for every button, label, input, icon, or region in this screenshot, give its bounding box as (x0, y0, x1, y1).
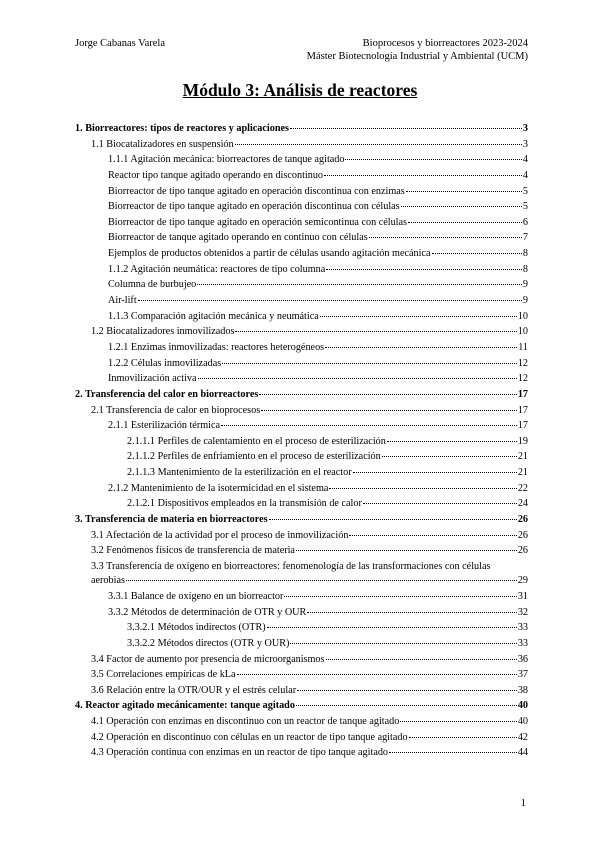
toc-entry[interactable] (75, 683, 528, 699)
toc-entry[interactable] (75, 496, 528, 512)
toc-entry-page: 36 (517, 653, 528, 665)
toc-entry-label: Biorreactor de tipo tanque agitado en operación discontinua con células (108, 201, 400, 213)
toc-entry-page: 44 (517, 747, 528, 759)
toc-leader-dots (345, 159, 521, 160)
toc-leader-dots (363, 503, 517, 504)
toc-entry[interactable] (75, 434, 528, 450)
toc-entry-page: 40 (517, 716, 528, 728)
toc-leader-dots (349, 535, 516, 536)
toc-leader-dots (235, 331, 516, 332)
toc-entry-page: 3 (522, 138, 528, 150)
toc-entry[interactable] (75, 215, 528, 231)
toc-entry[interactable] (75, 199, 528, 215)
toc-entry[interactable] (75, 403, 528, 419)
toc-entry-page: 8 (522, 263, 528, 275)
toc-entry-page: 4 (522, 169, 528, 181)
header-author: Jorge Cabanas Varela (75, 38, 165, 49)
toc-leader-dots (406, 191, 522, 192)
toc-leader-dots (126, 580, 517, 581)
toc-leader-dots (267, 627, 517, 628)
toc-entry-page: 24 (517, 498, 528, 510)
toc-leader-dots (290, 128, 522, 129)
toc-entry-page: 4 (522, 154, 528, 166)
toc-entry-page: 33 (517, 637, 528, 649)
toc-entry[interactable] (75, 168, 528, 184)
toc-leader-dots (400, 721, 516, 722)
toc-entry-label: 1.2.1 Enzimas inmovilizadas: reactores heterogéneos (108, 341, 325, 353)
toc-leader-dots (326, 269, 522, 270)
toc-entry-label: 3. Transferencia de materia en biorreactores (75, 514, 268, 526)
toc-entry[interactable] (75, 560, 528, 588)
toc-entry[interactable] (75, 745, 528, 761)
toc-leader-dots (297, 690, 517, 691)
toc-entry-label: 2.1.1 Esterilización térmica (108, 420, 221, 432)
page-number: 1 (520, 797, 526, 809)
toc-entry-page: 6 (522, 216, 528, 228)
toc-entry-page: 37 (517, 669, 528, 681)
toc-leader-dots (409, 737, 517, 738)
toc-entry-label: Biorreactor de tanque agitado operando en continuo con células (108, 232, 368, 244)
toc-entry-label: 2.1.1.2 Perfiles de enfriamiento en el proceso de esterilización (127, 451, 381, 463)
toc-entry[interactable] (75, 184, 528, 200)
toc-entry-label: 3.4 Factor de aumento por presencia de microorganismos (91, 653, 325, 665)
toc-entry[interactable] (75, 730, 528, 746)
toc-entry[interactable] (75, 589, 528, 605)
toc-entry-page: 10 (517, 326, 528, 338)
toc-entry-page: 31 (517, 590, 528, 602)
toc-entry[interactable] (75, 246, 528, 262)
toc-entry-page: 5 (522, 201, 528, 213)
toc-leader-dots (261, 410, 517, 411)
toc-leader-dots (221, 425, 517, 426)
toc-leader-dots (329, 488, 516, 489)
toc-entry-label: 3.2 Fenómenos físicos de transferencia de materia (91, 545, 295, 557)
toc-leader-dots (369, 237, 522, 238)
toc-entry-page: 17 (517, 388, 528, 400)
toc-leader-dots (389, 752, 517, 753)
toc-entry[interactable] (75, 465, 528, 481)
toc-entry-label: 4.3 Operación continua con enzimas en un reactor de tipo tanque agitado (91, 747, 389, 759)
toc-entry-label: Air-lift (108, 295, 137, 307)
toc-entry-label: 1.2.2 Células inmovilizadas (108, 357, 222, 369)
toc-entry-label: 4.2 Operación en discontinuo con células en un reactor de tipo tanque agitado (91, 731, 408, 743)
toc-entry-label: Inmovilización activa (108, 373, 197, 385)
toc-leader-dots (320, 316, 517, 317)
toc-entry-label: Ejemplos de productos obtenidos a partir de células usando agitación mecánica (108, 248, 431, 260)
toc-leader-dots (408, 222, 522, 223)
table-of-contents (75, 121, 528, 761)
toc-leader-dots (325, 347, 517, 348)
toc-entry-label: 2.1.1.1 Perfiles de calentamiento en el proceso de esterilización (127, 435, 386, 447)
toc-entry-label: 3.5 Correlaciones empíricas de kLa (91, 669, 236, 681)
toc-entry-page: 7 (522, 232, 528, 244)
toc-entry-label: 1.1 Biocatalizadores en suspensión (91, 138, 234, 150)
toc-entry-page: 17 (517, 404, 528, 416)
toc-entry[interactable] (75, 714, 528, 730)
toc-entry-page: 12 (517, 373, 528, 385)
toc-leader-dots (237, 674, 517, 675)
toc-entry-page: 29 (517, 574, 528, 586)
toc-entry-page: 8 (522, 248, 528, 260)
toc-entry[interactable] (75, 528, 528, 544)
header-course-info (307, 37, 528, 63)
toc-entry-label: 2.1.2.1 Dispositivos empleados en la transmisión de calor (127, 498, 362, 510)
toc-leader-dots (432, 253, 522, 254)
toc-leader-dots (138, 300, 522, 301)
toc-entry-label: 3.1 Afectación de la actividad por el proceso de inmovilización (91, 529, 349, 541)
toc-entry-page: 32 (517, 606, 528, 618)
header-course: Bioprocesos y biorreactores 2023-2024 (362, 38, 528, 49)
toc-entry-page: 21 (517, 467, 528, 479)
toc-leader-dots (222, 363, 517, 364)
toc-entry[interactable] (75, 605, 528, 621)
toc-leader-dots (269, 519, 517, 520)
toc-leader-dots (259, 394, 516, 395)
toc-entry[interactable] (75, 152, 528, 168)
toc-leader-dots (353, 472, 517, 473)
toc-entry-label: 3.3.1 Balance de oxígeno en un biorreactor (108, 590, 284, 602)
toc-entry[interactable] (75, 356, 528, 372)
toc-entry-label-line1: 3.3 Transferencia de oxígeno en biorreactores: fenomenología de las transformaciones con células (91, 560, 491, 572)
toc-entry-label: 2.1.2 Mantenimiento de la isotermicidad en el sistema (108, 482, 329, 494)
toc-entry-label: 1. Biorreactores: tipos de reactores y aplicaciones (75, 123, 289, 134)
toc-entry-label: 3.6 Relación entre la OTR/OUR y el estrés celular (91, 684, 297, 696)
toc-entry[interactable] (75, 620, 528, 636)
toc-entry-page: 38 (517, 684, 528, 696)
toc-entry-label: 1.1.1 Agitación mecánica: biorreactores de tanque agitado (108, 154, 345, 166)
toc-entry-page: 9 (522, 295, 528, 307)
toc-leader-dots (197, 284, 522, 285)
toc-entry-label: Biorreactor de tipo tanque agitado en operación semicontinua con células (108, 216, 408, 228)
toc-entry-label: 1.1.2 Agitación neumática: reactores de tipo columna (108, 263, 326, 275)
toc-entry-label: 4.1 Operación con enzimas en discontinuo con un reactor de tanque agitado (91, 716, 400, 728)
toc-entry-page: 21 (517, 451, 528, 463)
toc-entry-label: 3.3.2.2 Métodos directos (OTR y OUR) (127, 637, 290, 649)
toc-entry[interactable] (75, 230, 528, 246)
toc-entry-label: Columna de burbujeo (108, 279, 197, 291)
toc-entry[interactable] (75, 137, 528, 153)
toc-entry-page: 17 (517, 420, 528, 432)
toc-entry[interactable] (75, 512, 528, 528)
toc-entry-page: 19 (517, 435, 528, 447)
toc-leader-dots (198, 378, 517, 379)
toc-entry-page: 42 (517, 731, 528, 743)
toc-entry[interactable] (75, 293, 528, 309)
toc-leader-dots (284, 596, 516, 597)
toc-entry-page: 33 (517, 622, 528, 634)
toc-entry-label-line2: aerobias (91, 574, 125, 586)
toc-entry-label: 2.1 Transferencia de calor en bioprocesos (91, 404, 261, 416)
toc-leader-dots (401, 206, 522, 207)
toc-entry[interactable] (75, 698, 528, 714)
toc-entry-page: 10 (517, 310, 528, 322)
toc-entry[interactable] (75, 121, 528, 137)
toc-entry[interactable] (75, 449, 528, 465)
toc-entry-page: 26 (517, 545, 528, 557)
toc-entry[interactable] (75, 418, 528, 434)
toc-entry[interactable] (75, 309, 528, 325)
toc-entry[interactable] (75, 636, 528, 652)
toc-entry-page: 12 (517, 357, 528, 369)
toc-leader-dots (296, 705, 517, 706)
toc-leader-dots (387, 441, 517, 442)
toc-entry[interactable] (75, 387, 528, 403)
toc-entry-label: 1.2 Biocatalizadores inmovilizados (91, 326, 235, 338)
toc-entry[interactable] (75, 652, 528, 668)
toc-entry[interactable] (75, 277, 528, 293)
toc-entry-label: 1.1.3 Comparación agitación mecánica y neumática (108, 310, 319, 322)
toc-entry-page: 26 (517, 514, 528, 526)
toc-entry-label: Biorreactor de tipo tanque agitado en operación discontinua con enzimas (108, 185, 405, 197)
toc-entry-page: 9 (522, 279, 528, 291)
toc-entry-page: 40 (517, 700, 528, 712)
toc-entry[interactable] (75, 543, 528, 559)
toc-entry[interactable] (75, 667, 528, 683)
toc-leader-dots (324, 175, 522, 176)
toc-entry[interactable] (75, 371, 528, 387)
toc-leader-dots (296, 550, 517, 551)
toc-entry-label: 4. Reactor agitado mecánicamente: tanque agitado (75, 700, 295, 712)
toc-entry[interactable] (75, 481, 528, 497)
toc-leader-dots (235, 144, 522, 145)
toc-entry-page: 5 (522, 185, 528, 197)
toc-entry-page: 3 (522, 123, 528, 134)
toc-leader-dots (326, 659, 517, 660)
toc-entry[interactable] (75, 262, 528, 278)
header-program: Máster Biotecnología Industrial y Ambiental (UCM) (306, 51, 528, 62)
toc-entry-label: 2.1.1.3 Mantenimiento de la esterilización en el reactor (127, 467, 352, 479)
page-title: Módulo 3: Análisis de reactores (182, 80, 418, 100)
toc-entry-page: 22 (517, 482, 528, 494)
toc-leader-dots (290, 643, 516, 644)
toc-entry[interactable] (75, 340, 528, 356)
toc-leader-dots (307, 612, 516, 613)
toc-entry-label: Reactor tipo tanque agitado operando en discontinuo (108, 169, 324, 181)
toc-entry-page: 11 (518, 341, 528, 353)
toc-entry-label: 2. Transferencia del calor en biorreactores (75, 388, 259, 400)
toc-entry-label: 3.3.2 Métodos de determinación de OTR y OUR (108, 606, 307, 618)
toc-entry[interactable] (75, 324, 528, 340)
toc-leader-dots (382, 456, 517, 457)
toc-entry-page: 26 (517, 529, 528, 541)
toc-entry-label: 3.3.2.1 Métodos indirectos (OTR) (127, 622, 266, 634)
